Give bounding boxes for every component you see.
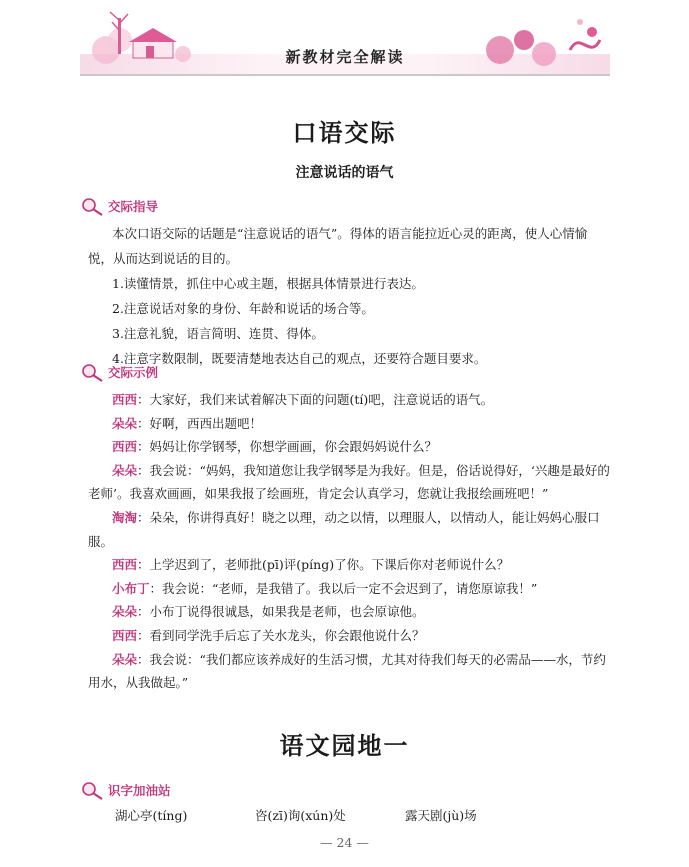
- section-literacy-label: 识字加油站: [108, 783, 171, 798]
- dialogue-text: ：我会说：“老师，是我错了。我以后一定不会迟到了，请您原谅我！”: [149, 580, 538, 596]
- word-item: 湖心亭(tíng): [115, 808, 188, 823]
- guide-point: 4.注意字数限制，既要清楚地表达自己的观点，还要符合题目要求。: [112, 351, 487, 366]
- dialogue-line: [88, 435, 610, 459]
- section-literacy-heading: [80, 780, 171, 800]
- magnifier-icon: [80, 362, 106, 382]
- header-divider: [80, 74, 610, 76]
- speaker-name: 朵朵: [112, 604, 138, 620]
- dialogue-line: [88, 553, 610, 577]
- speaker-name: 西西: [112, 557, 138, 573]
- section-guide-heading: [80, 196, 158, 216]
- word-item: 咨(zī)询(xún)处: [255, 808, 346, 823]
- speaker-name: 西西: [112, 439, 138, 455]
- dialogue: [88, 388, 610, 695]
- guide-point: 1.读懂情景，抓住中心或主题，根据具体情景进行表达。: [112, 276, 424, 291]
- dialogue-line: [88, 577, 610, 601]
- dialogue-text: ：朵朵，你讲得真好！晓之以理，动之以情，以理服人，以情动人，能让妈妈心服口服。: [88, 509, 600, 549]
- dialogue-text: ：上学迟到了，老师批(pī)评(píng)了你。下课后你对老师说什么？: [137, 557, 510, 573]
- guide-point: 3.注意礼貌，语言简明、连贯、得体。: [112, 326, 324, 341]
- speaker-name: 朵朵: [112, 462, 138, 478]
- page-number: — 24 —: [320, 835, 369, 850]
- magnifier-icon: [80, 780, 106, 800]
- section-guide-label: 交际指导: [108, 199, 159, 214]
- dialogue-line: [88, 412, 610, 436]
- speaker-name: 西西: [112, 392, 138, 407]
- dialogue-line: [88, 388, 610, 412]
- dialogue-line: [88, 624, 610, 648]
- dialogue-text: ：大家好，我们来试着解决下面的问题(tí)吧，注意说话的语气。: [137, 392, 494, 407]
- speaker-name: 西西: [112, 627, 138, 643]
- section-example-label: 交际示例: [108, 365, 159, 380]
- magnifier-icon: [80, 196, 106, 216]
- lesson-title: 口语交际: [292, 118, 397, 147]
- lesson-subtitle: 注意说话的语气: [295, 165, 394, 181]
- dialogue-line: [88, 506, 610, 553]
- guide-content: [88, 221, 610, 371]
- word-list: [115, 806, 477, 824]
- dialogue-text: ：小布丁说得很诚恳，如果我是老师，也会原谅他。: [137, 604, 425, 620]
- speaker-name: 朵朵: [112, 415, 138, 431]
- dialogue-text: ：看到同学洗手后忘了关水龙头，你会跟他说什么？: [137, 627, 425, 643]
- dialogue-text: ：我会说：“妈妈，我知道您让我学钢琴是为我好。但是，俗话说得好，‘兴趣是最好的老师’。我喜欢画画，如果我报了绘画班，肯定会认真学习，您就让我报绘画班吧！”: [88, 462, 610, 502]
- dialogue-line: [88, 459, 610, 506]
- speaker-name: 朵朵: [112, 651, 138, 667]
- garden-title: 语文园地一: [279, 731, 410, 760]
- dialogue-text: ：妈妈让你学钢琴，你想学画画，你会跟妈妈说什么？: [137, 439, 438, 455]
- word-item: 露天剧(jù)场: [405, 808, 477, 823]
- dialogue-line: [88, 648, 610, 695]
- page-header: [80, 10, 610, 74]
- guide-point: 2.注意说话对象的身份、年龄和说话的场合等。: [112, 301, 374, 316]
- book-title: 新教材完全解读: [285, 48, 405, 66]
- dialogue-text: ：好啊，西西出题吧！: [137, 415, 263, 431]
- speaker-name: 小布丁: [112, 580, 150, 596]
- dialogue-text: ：我会说：“我们都应该养成好的生活习惯，尤其对待我们每天的必需品——水，节约用水，从我做起。”: [88, 651, 606, 691]
- speaker-name: 淘淘: [112, 509, 138, 525]
- guide-intro: 本次口语交际的话题是“注意说话的语气”。得体的语言能拉近心灵的距离，使人心情愉悦，从而达到说话的目的。: [88, 226, 588, 266]
- dialogue-line: [88, 600, 610, 624]
- section-example-heading: [80, 362, 158, 382]
